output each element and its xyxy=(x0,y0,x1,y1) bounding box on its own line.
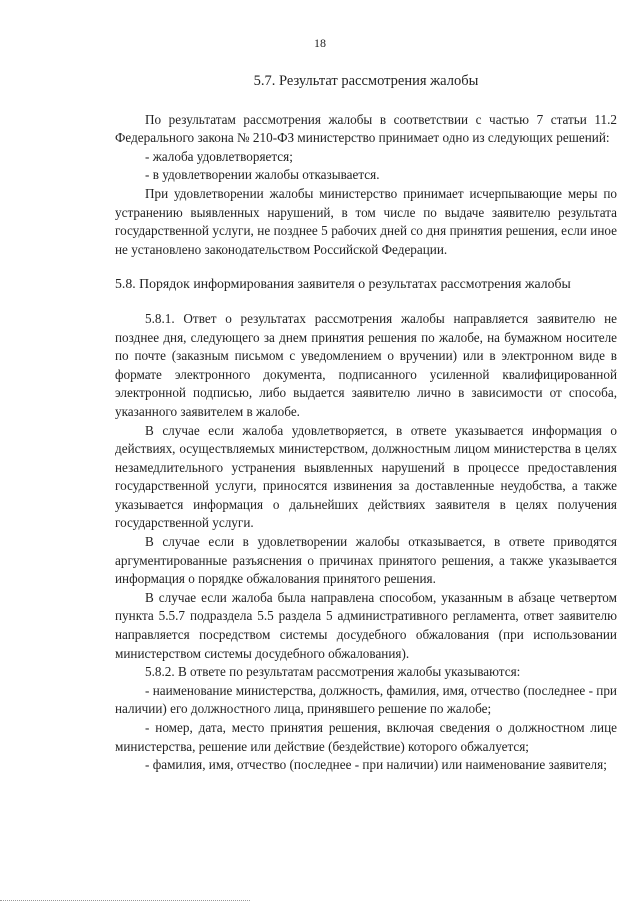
paragraph: При удовлетворении жалобы министерство принимает исчерпывающие меры по устранению выявленных нарушений, в том числе по выдаче заявителю результата государственной услуги, не позднее 5 рабочих дней со дня принятия решения, если иное не установлено законодательством Российской Федерации. xyxy=(115,185,617,257)
list-item: - номер, дата, место принятия решения, включая сведения о должностном лице министерства, решение или действие (бездействие) которого обжалуется; xyxy=(115,720,617,754)
paragraph: 5.8.1. Ответ о результатах рассмотрения жалобы направляется заявителю не позднее дня, следующего за днем принятия решения по жалобе, на бумажном носителе по почте (заказным письмом с уведомлением о вручении) или в электронном виде в формате электронного документа, подписанного усиленной квалифицированной электронной подписью, либо выдается заявителю лично в зависимости от способа, указанного заявителем в жалобе. xyxy=(115,310,617,419)
list-item: - фамилия, имя, отчество (последнее - при наличии) или наименование заявителя; xyxy=(145,757,607,773)
section-heading-5-7: 5.7. Результат рассмотрения жалобы xyxy=(253,73,479,89)
list-item: - наименование министерства, должность, фамилия, имя, отчество (последнее - при наличии) его должностного лица, принявшего решение по жалобе; xyxy=(115,682,617,717)
list-item: - жалоба удовлетворяется; xyxy=(145,148,293,164)
document-body xyxy=(115,72,617,775)
scan-artifact-line xyxy=(0,900,250,901)
section-heading-5-8: 5.8. Порядок информирования заявителя о результатах рассмотрения жалобы xyxy=(115,276,571,292)
page-number: 18 xyxy=(314,36,326,50)
paragraph: В случае если в удовлетворении жалобы отказывается, в ответе приводятся аргументированные разъяснения о причинах принятого решения, а также указывается информация о порядке обжалования принятого решения. xyxy=(115,534,617,587)
paragraph: В случае если жалоба удовлетворяется, в ответе указывается информация о действиях, осуществляемых министерством, должностным лицом министерства в целях незамедлительного устранения выявленных нарушений в процессе предоставления государственной услуги, приносятся извинения за доставленные неудобства, а также указывается информация о дальнейших действиях заявителя в целях получения государственной услуги. xyxy=(115,422,617,531)
paragraph: По результатам рассмотрения жалобы в соответствии с частью 7 статьи 11.2 Федерального закона № 210-ФЗ министерство принимает одно из следующих решений: xyxy=(115,111,617,146)
paragraph: 5.8.2. В ответе по результатам рассмотрения жалобы указываются: xyxy=(145,664,521,680)
paragraph: В случае если жалоба была направлена способом, указанным в абзаце четвертом пункта 5.5.7 подраздела 5.5 раздела 5 административного регламента, ответ заявителю направляется посредством системы досудебного обжалования (при использовании министерством системы досудебного обжалования). xyxy=(115,589,617,661)
list-item: - в удовлетворении жалобы отказывается. xyxy=(145,167,380,183)
